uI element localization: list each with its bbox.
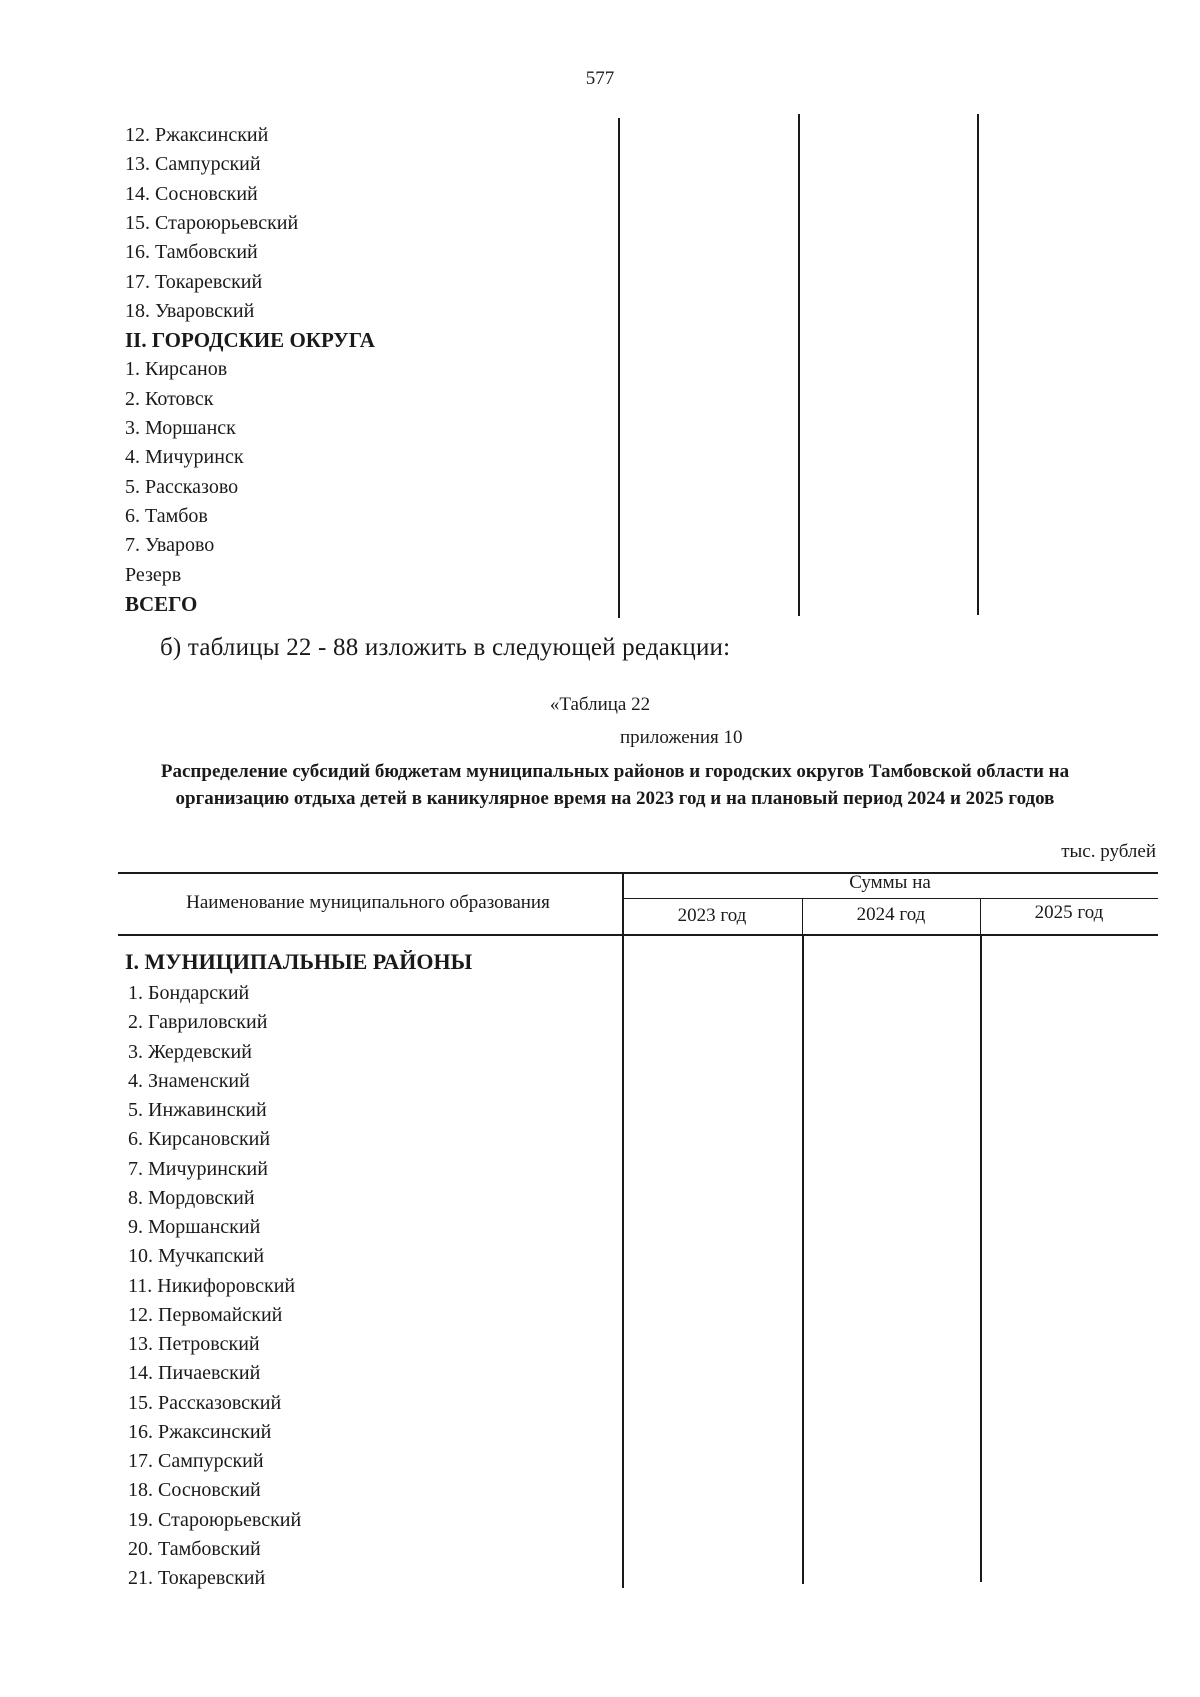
row-name: 5. Инжавинский: [128, 1099, 267, 1121]
row-name: 7. Уварово: [125, 534, 215, 557]
row-name: 18. Уваровский: [125, 299, 255, 322]
row-name: 4. Знаменский: [128, 1069, 250, 1092]
row-name: 2. Котовск: [125, 387, 214, 410]
row-name: 8. Мордовский: [128, 1186, 255, 1209]
row-name: 21. Токаревский: [128, 1567, 266, 1589]
row-name: 9. Моршанский: [128, 1216, 261, 1238]
header-2025: 2025 год: [1034, 902, 1104, 923]
row-name: Резерв: [125, 563, 182, 586]
row-name: 13. Сампурский: [125, 153, 261, 176]
row-name: 19. Староюрьевский: [128, 1508, 302, 1531]
row-name: 2. Гавриловский: [128, 1011, 268, 1034]
page-number: 577: [585, 68, 615, 89]
row-heading: ВСЕГО: [125, 591, 198, 616]
table-caption-appendix: приложения 10: [620, 727, 743, 748]
row-name: 1. Бондарский: [128, 982, 250, 1004]
header-2024: 2024 год: [856, 904, 926, 925]
row-heading: II. ГОРОДСКИЕ ОКРУГА: [125, 328, 375, 353]
row-name: 16. Тамбовский: [125, 241, 258, 264]
instruction-text: б) таблицы 22 - 88 изложить в следующей редакции:: [160, 634, 731, 661]
header-sums: Суммы на: [849, 872, 931, 893]
column-divider: [802, 934, 804, 1584]
row-name: 11. Никифоровский: [128, 1274, 296, 1297]
row-name: 15. Рассказовский: [128, 1391, 282, 1414]
header-name-column: Наименование муниципального образования: [186, 892, 550, 913]
column-divider: [798, 114, 800, 616]
row-name: 17. Токаревский: [125, 270, 263, 293]
row-name: 15. Староюрьевский: [125, 211, 299, 234]
row-name: 6. Кирсановский: [128, 1128, 271, 1151]
row-name: 12. Ржаксинский: [125, 124, 269, 146]
section-title-text: I. МУНИЦИПАЛЬНЫЕ РАЙОНЫ: [125, 949, 473, 974]
row-name: 14. Пичаевский: [128, 1362, 261, 1385]
row-name: 18. Сосновский: [128, 1479, 261, 1502]
row-name: 13. Петровский: [128, 1333, 260, 1355]
row-name: 5. Рассказово: [125, 475, 239, 498]
units-label: тыс. рублей: [1061, 841, 1156, 862]
row-name: 20. Тамбовский: [128, 1537, 261, 1560]
column-divider: [980, 934, 982, 1582]
row-name: 10. Мучкапский: [128, 1245, 265, 1268]
row-name: 6. Тамбов: [125, 504, 208, 527]
row-name: 1. Кирсанов: [125, 358, 228, 381]
table-caption: «Таблица 22: [549, 694, 651, 715]
header-bottom-border: [118, 934, 1158, 936]
section-title: [125, 948, 472, 975]
sums-divider: [622, 898, 1158, 899]
row-name: 14. Сосновский: [125, 182, 258, 205]
row-name: 7. Мичуринский: [128, 1157, 268, 1180]
row-name: 4. Мичуринск: [125, 446, 244, 469]
row-name: 12. Первомайский: [128, 1303, 283, 1326]
column-divider: [977, 114, 979, 615]
header-2023: 2023 год: [677, 905, 747, 926]
row-name: 3. Жердевский: [128, 1040, 252, 1063]
row-name: 3. Моршанск: [125, 417, 236, 439]
column-divider: [618, 118, 620, 618]
row-name: 16. Ржаксинский: [128, 1420, 272, 1443]
row-name: 17. Сампурский: [128, 1450, 264, 1472]
table-title: Распределение субсидий бюджетам муниципальных районов и городских округов Тамбовской области на организацию отдыха детей в каникулярное время на 2023 год и на плановый период 2024 и 2025 годов: [160, 761, 1070, 809]
column-divider: [622, 934, 624, 1588]
